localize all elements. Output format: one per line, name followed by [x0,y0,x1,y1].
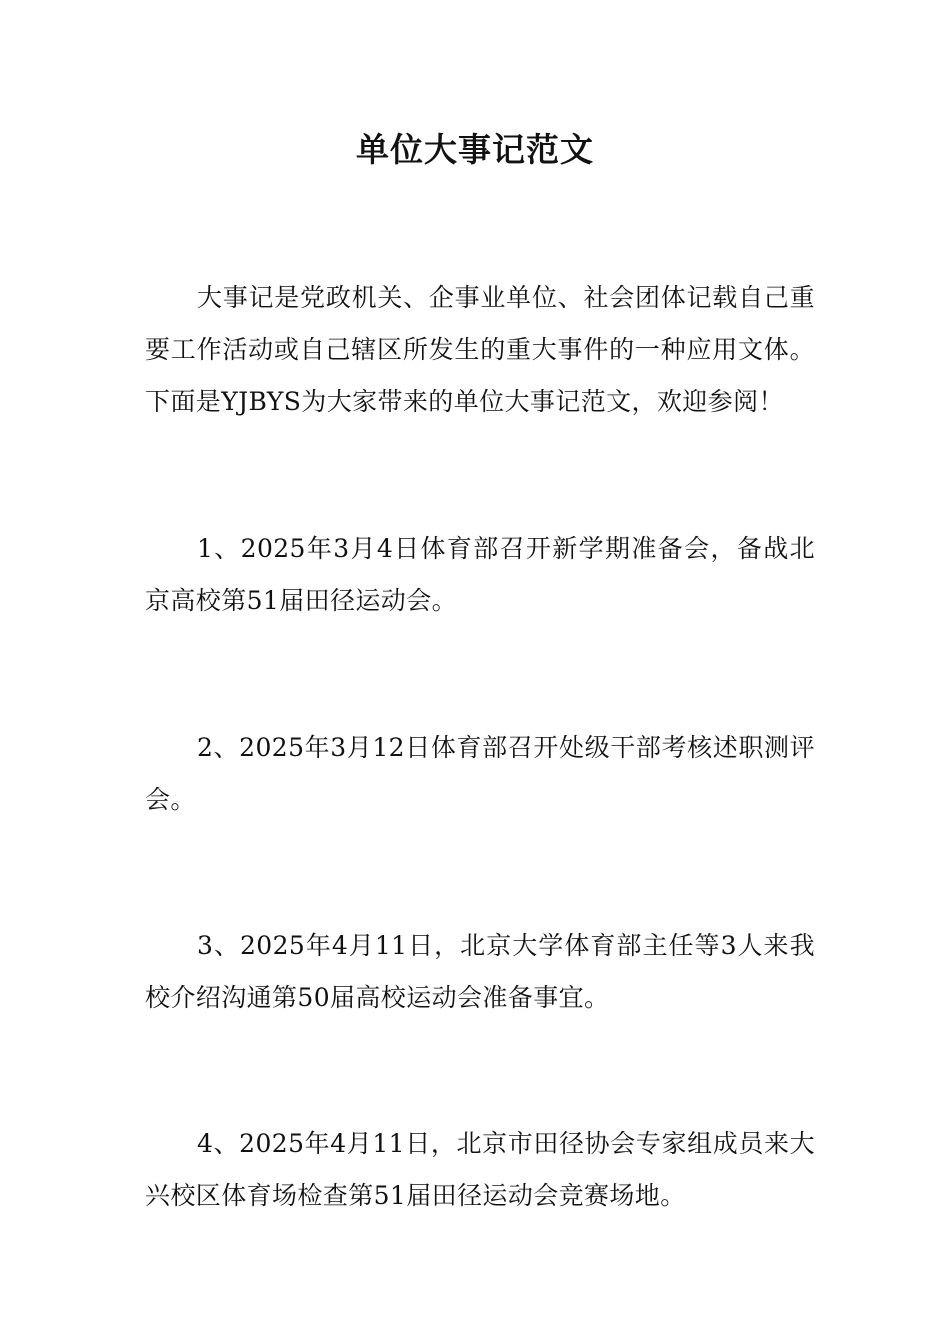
event-item-1: 1、2025年3月4日体育部召开新学期准备会，备战北京高校第51届田径运动会。 [145,534,815,615]
event-item-2: 2、2025年3月12日体育部召开处级干部考核述职测评会。 [145,733,815,814]
intro-paragraph: 大事记是党政机关、企事业单位、社会团体记载自己重要工作活动或自己辖区所发生的重大事件的一种应用文体。下面是YJBYS为大家带来的单位大事记范文，欢迎参阅！ [145,283,815,416]
event-item-4: 4、2025年4月11日，北京市田径协会专家组成员来大兴校区体育场检查第51届田径运动会竞赛场地。 [145,1129,815,1210]
document-title: 单位大事记范文 [356,130,594,169]
event-item-3: 3、2025年4月11日，北京大学体育部主任等3人来我校介绍沟通第50届高校运动会准备事宜。 [145,931,815,1012]
